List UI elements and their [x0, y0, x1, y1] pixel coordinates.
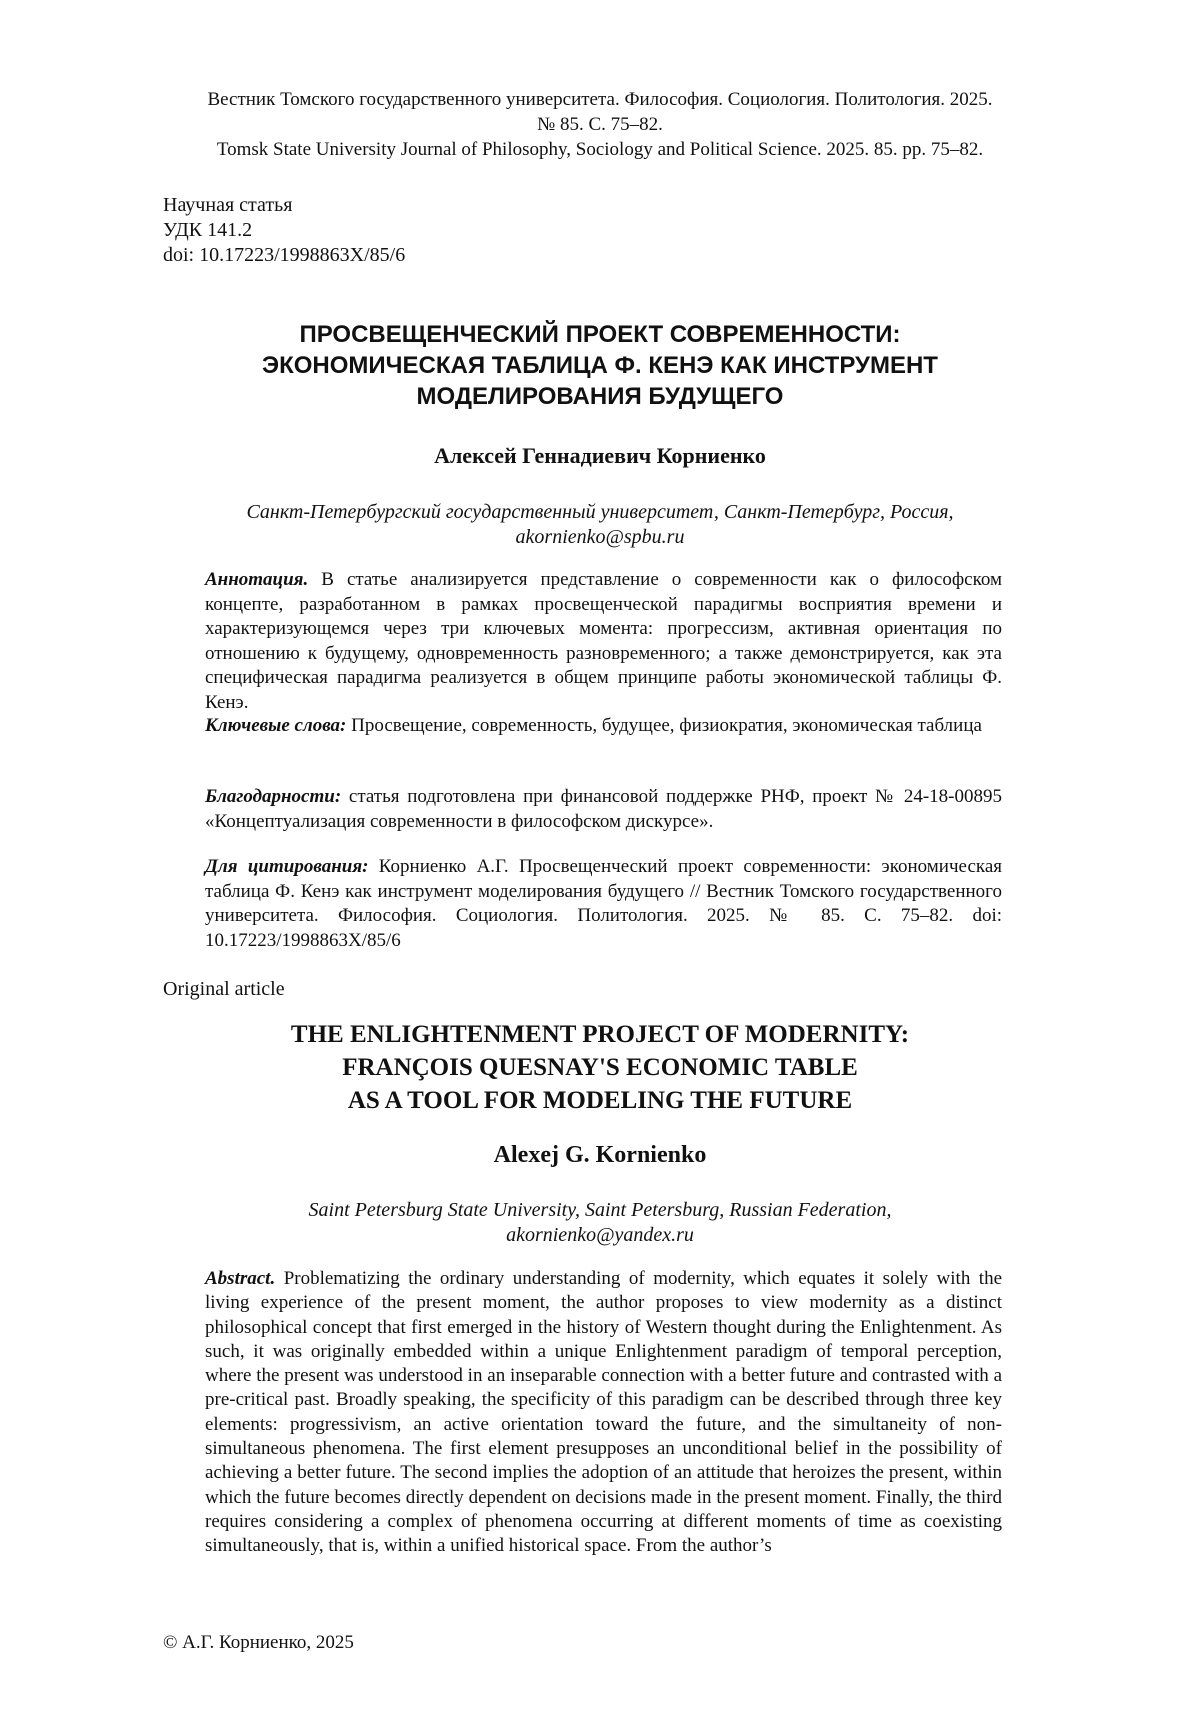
email-ru: akornienko@spbu.ru [515, 526, 685, 548]
title-ru-line: МОДЕЛИРОВАНИЯ БУДУЩЕГО [416, 383, 784, 410]
title-en-line: FRANÇOIS QUESNAY'S ECONOMIC TABLE [342, 1054, 858, 1081]
article-type-en: Original article [163, 978, 285, 1000]
journal-ru-line2: № 85. С. 75–82. [537, 114, 663, 135]
journal-ru-line1: Вестник Томского государственного университета. Философия. Социология. Политология. 2025. [207, 89, 993, 110]
copyright: © А.Г. Корниенко, 2025 [163, 1632, 354, 1653]
title-en-line: THE ENLIGHTENMENT PROJECT OF MODERNITY: [290, 1021, 910, 1048]
udc: УДК 141.2 [163, 219, 253, 241]
doi: doi: 10.17223/1998863X/85/6 [163, 244, 406, 266]
citation-label: Для цитирования: [205, 856, 369, 877]
article-meta [163, 193, 405, 268]
keywords-ru-text: Просвещение, современность, будущее, физиократия, экономическая таблица [351, 715, 982, 736]
title-ru-line: ЭКОНОМИЧЕСКАЯ ТАБЛИЦА Ф. КЕНЭ КАК ИНСТРУМЕНТ [262, 352, 938, 379]
author-en: Alexej G. Kornienko [493, 1142, 707, 1168]
acknowledgements [205, 785, 1002, 834]
title-en [150, 1018, 1050, 1117]
acknowledgements-text: статья подготовлена при финансовой поддержке РНФ, проект № 24-18-00895 «Концептуализация современности в философском дискурсе». [205, 786, 1002, 832]
acknowledgements-label: Благодарности: [205, 786, 342, 807]
title-ru [150, 319, 1050, 412]
citation [205, 855, 1002, 953]
journal-header [150, 87, 1050, 162]
journal-en: Tomsk State University Journal of Philosophy, Sociology and Political Science. 2025. 85. pp. 75–82. [216, 139, 984, 160]
title-en-line: AS A TOOL FOR MODELING THE FUTURE [347, 1087, 853, 1114]
abstract-ru-label: Аннотация. [205, 569, 309, 590]
affiliation-en [150, 1198, 1050, 1248]
abstract-en-text: Problematizing the ordinary understanding of modernity, which equates it solely with the living experience of the present moment, the author proposes to view modernity as a distinct philosophical concept that first emerged in the history of Western thought during the Enlightenment. As such, it was originally embedded within a unique Enlightenment paradigm of temporal perception, where the present was understood in an inseparable connection with a better future and contrasted with a pre-critical past. Broadly speaking, the specificity of this paradigm can be described through three key elements: progressivism, an active orientation toward the future, and the simultaneity of non-simultaneous phenomena. The first element presupposes an unconditional belief in the possibility of achieving a better future. The second implies the adoption of an attitude that heroizes the present, within which the future becomes directly dependent on decisions made in the present moment. Finally, the third requires considering a complex of phenomena occurring at different moments of time as coexisting simultaneously, that is, within a unified historical space. From the author’s [205, 1268, 1003, 1557]
keywords-ru-label: Ключевые слова: [205, 715, 347, 736]
affiliation-en-text: Saint Petersburg State University, Saint Petersburg, Russian Federation, [308, 1199, 892, 1221]
affiliation-ru [150, 500, 1050, 550]
abstract-ru-text: В статье анализируется представление о современности как о философском концепте, разработанном в рамках просвещенческой парадигмы восприятия времени и характеризующемся через три ключевых момента: прогрессизм, активная ориентация по отношению к будущему, одновременность разновременного; а также демонстрируется, как эта специфическая парадигма реализуется в общем принципе работы экономической таблицы Ф. Кенэ. [205, 569, 1002, 713]
author-ru: Алексей Геннадиевич Корниенко [434, 443, 766, 468]
abstract-en [205, 1267, 1002, 1559]
affiliation-ru-text: Санкт-Петербургский государственный университет, Санкт-Петербург, Россия, [246, 501, 954, 523]
citation-text: Корниенко А.Г. Просвещенческий проект современности: экономическая таблица Ф. Кенэ как инструмент моделирования будущего // Вестник Томского государственного университета. Философия. Социология. Политология. 2025. № 85. С. 75–82. doi: 10.17223/1998863X/85/6 [205, 856, 1002, 951]
keywords-ru [205, 714, 1002, 739]
abstract-ru [205, 568, 1002, 715]
title-ru-line: ПРОСВЕЩЕНЧЕСКИЙ ПРОЕКТ СОВРЕМЕННОСТИ: [299, 321, 901, 348]
article-type-ru: Научная статья [163, 194, 293, 216]
abstract-en-label: Abstract. [205, 1268, 276, 1289]
email-en: akornienko@yandex.ru [506, 1224, 694, 1246]
